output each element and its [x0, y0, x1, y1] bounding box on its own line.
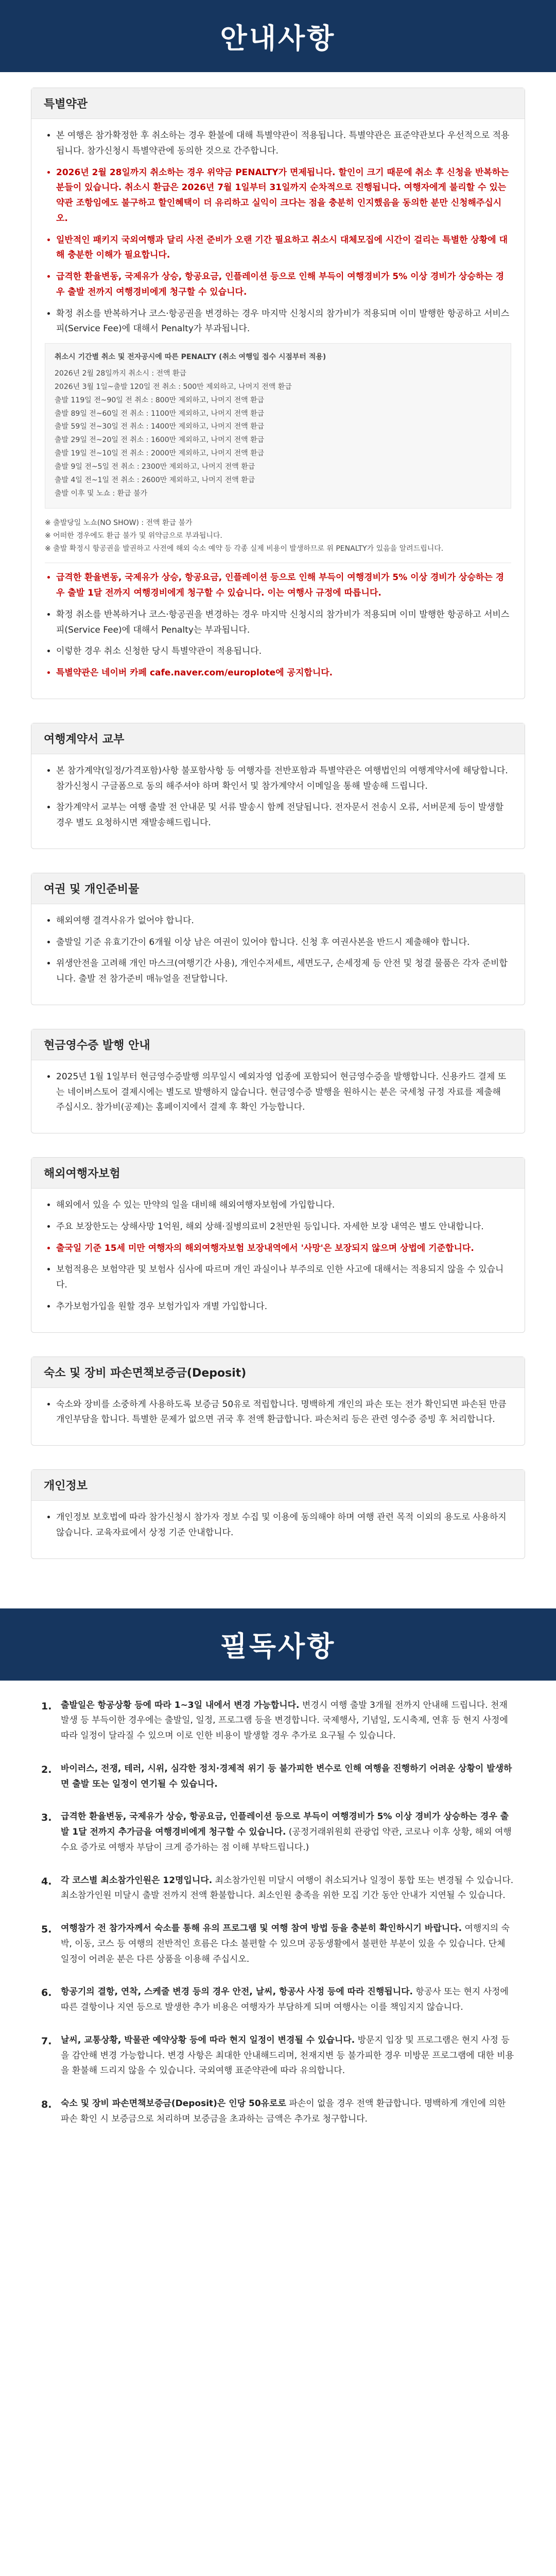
list-item: • 본 참가계약(일정/가격포함)사항 불포함사항 등 여행자를 전반포함과 특별약관은 여행법인의 여행계약서에 해당합니다. 참가신청시 구글폼으로 동의 해주셔야 하며 확인서 및 참가계약서 이메일을 통해 발송해 드립니다. — [56, 764, 511, 794]
list-item: • 보험적용은 보험약관 및 보험사 심사에 따르며 개인 과실이나 부주의로 인한 사고에 대해서는 적용되지 않을 수 있습니다. — [56, 1262, 511, 1293]
passport-title: 여권 및 개인준비물 — [31, 873, 525, 904]
notice-title: 안내사항 — [220, 22, 336, 55]
penalty-note: ※ 출발 확정시 항공권을 발권하고 사전에 해외 숙소 예약 등 각종 실제 비용이 발생하므로 위 PENALTY가 있음을 알려드립니다. — [45, 545, 444, 553]
list-item: • 일반적인 패키지 국외여행과 달리 사전 준비가 오랜 기간 필요하고 취소시 대체모집에 시간이 걸리는 특별한 상황에 대해 충분한 이해가 필요합니다. — [56, 233, 511, 264]
penalty-row: 2026년 2월 28일까지 취소시 : 전액 환급 — [55, 369, 187, 378]
penalty-row: 2026년 3월 1일~출발 120일 전 취소 : 500만 제외하고, 나머지 전액 환급 — [55, 382, 292, 391]
special-terms-list — [45, 128, 511, 337]
precaution-lead: 바이러스, 전쟁, 테러, 시위, 심각한 정치·경제적 위기 등 불가피한 변수로 인해 여행을 진행하기 어려운 상황이 발생하면 출발 또는 일정이 연기될 수 있습니다. — [61, 1763, 512, 1789]
list-item: • 위생안전을 고려해 개인 마스크(여행기간 사용), 개인수저세트, 세면도구, 손세정제 등 안전 및 청결 물품은 각자 준비합니다. 출발 전 참가준비 매뉴얼을 전달합니다. — [56, 956, 511, 987]
precaution-text: 방문지 입장 및 프로그램은 현지 사정 등을 감안해 변경 가능합니다. 변경 사항은 최대한 안내해드리며, 천재지변 등 불가피한 경우 미방문 프로그램에 대한 비용을 환불해 드리지 않을 수 있습니다. 국외여행 표준약관에 따라 유의합니다. — [61, 2035, 514, 2076]
precaution-number: 2. — [41, 1764, 52, 1775]
privacy-card — [31, 1469, 525, 1559]
penalty-row: 출발 19일 전~10일 전 취소 : 2000만 제외하고, 나머지 전액 환급 — [55, 449, 265, 458]
overseas-insurance-card — [31, 1157, 525, 1333]
list-item: • 해외에서 있을 수 있는 만약의 일을 대비해 해외여행자보험에 가입합니다. — [56, 1198, 511, 1213]
penalty-note: ※ 출발당일 노쇼(NO SHOW) : 전액 환급 불가 — [45, 518, 193, 527]
deposit-card — [31, 1357, 525, 1446]
list-item: • 숙소와 장비를 소중하게 사용하도록 보증금 50유로 적립합니다. 명백하게 개인의 파손 또는 전가 확인되면 파손된 만큼 개인부담을 합니다. 특별한 문제가 없으면 귀국 후 전액 환급합니다. 파손처리 등은 관련 영수증 증빙 후 처리합니다. — [56, 1397, 511, 1428]
precaution-text: 최소참가인원 미달시 여행이 취소되거나 일정이 통합 또는 변경될 수 있습니다. 최소참가인원 미달시 출발 전까지 전액 환불합니다. 최소인원 충족을 위한 모집 기간 동안 안내가 지연될 수 있습니다. — [61, 1875, 514, 1901]
precaution-number: 5. — [41, 1924, 52, 1936]
precaution-item — [41, 1809, 515, 1855]
list-item: • 특별약관은 네이버 카페 cafe.naver.com/europlote에 공지합니다. — [56, 666, 511, 681]
precaution-lead: 출발일은 항공상황 등에 따라 1~3일 내에서 변경 가능합니다. — [61, 1700, 300, 1710]
special-terms-title: 특별약관 — [31, 88, 525, 119]
list-item: • 2025년 1월 1일부터 현금영수증발행 의무일시 예외자영 업종에 포함되어 현금영수증을 발행합니다. 신용카드 결제 또는 네이버스토어 결제시에는 별도로 발행하지 않습니다. 현금영수증 발행을 원하시는 분은 국세청 규정 자료를 제출해 주십시오. 참가비(공제)는 홈페이지에서 결제 후 확인 가능합니다. — [56, 1070, 511, 1115]
precaution-text: 파손이 없을 경우 전액 환급합니다. 명백하게 개인에 의한 파손 확인 시 보증금으로 처리하며 보증금을 초과하는 금액은 추가로 청구합니다. — [61, 2098, 506, 2124]
precaution-item — [41, 1873, 515, 1904]
precaution-item — [41, 2096, 515, 2127]
penalty-table-title: 취소시 기간별 취소 및 전자공시에 따른 PENALTY (취소 여행일 접수 시점부터 적용) — [55, 353, 326, 361]
precaution-item — [41, 1698, 515, 1744]
list-item: • 급격한 환율변동, 국제유가 상승, 항공요금, 인플레이션 등으로 인해 부득이 여행경비가 5% 이상 경비가 상승하는 경우 출발 1달 전까지 여행경비에게 청구할 수 있습니다. 이는 여행사 규정에 따릅니다. — [56, 570, 511, 601]
receipt-card — [31, 1029, 525, 1133]
precaution-number: 4. — [41, 1875, 52, 1887]
precaution-lead: 날씨, 교통상황, 박물관 예약상황 등에 따라 현지 일정이 변경될 수 있습니다. — [61, 2035, 355, 2045]
penalty-row: 출발 9일 전~5일 전 취소 : 2300만 제외하고, 나머지 전액 환급 — [55, 463, 255, 471]
list-item: • 참가계약서 교부는 여행 출발 전 안내문 및 서류 발송시 함께 전달됩니다. 전자문서 전송시 오류, 서버문제 등이 발생할 경우 별도 요청하시면 재발송해드립니다. — [56, 800, 511, 831]
precaution-lead: 급격한 환율변동, 국제유가 상승, 항공요금, 인플레이션 등으로 부득이 여행경비가 5% 이상 경비가 상승하는 경우 출발 1달 전까지 추가금을 여행경비에게 청구할 수 있습니다. — [61, 1811, 509, 1838]
precautions-title: 필독사항 — [220, 1630, 336, 1663]
precaution-item — [41, 1985, 515, 2015]
special-terms-list-2 — [45, 570, 511, 681]
special-terms-card — [31, 88, 525, 699]
precaution-item — [41, 2033, 515, 2079]
list-item: • 확정 취소를 반복하거나 코스·항공권을 변경하는 경우 마지막 신청시의 참가비가 적용되며 이미 발행한 항공하고 서비스피(Service Fee)에 대해서 Penalty가 부과됩니다. — [56, 307, 511, 337]
penalty-notes — [45, 517, 511, 556]
precautions-banner — [0, 1608, 556, 1681]
list-item: • 2026년 2월 28일까지 취소하는 경우 위약금 PENALTY가 면제됩니다. 할인이 크기 때문에 취소 후 신청을 반복하는 분들이 있습니다. 취소시 환급은 2026년 7월 1일부터 31일까지 순차적으로 진행됩니다. 여행자에게 불리할 수 있는 약관 조항임에도 불구하고 할인혜택이 더 유리하고 실익이 크다는 점을 충분히 인지했음을 동의한 분만 신청해주십시오. — [56, 165, 511, 227]
contract-title: 여행계약서 교부 — [31, 723, 525, 754]
notice-banner — [0, 0, 556, 72]
precaution-number: 1. — [41, 1700, 52, 1712]
precaution-text: 변경시 여행 출발 3개월 전까지 안내해 드립니다. 천재 발생 등 부득이한 경우에는 출발일, 일정, 프로그램 등을 변경합니다. 국제행사, 기념일, 도시축제, 연휴 등 현지 사정에 따라 일정이 달라질 수 있으며 이로 인한 비용이 발생할 경우 추가로 요구될 수 있습니다. — [61, 1700, 508, 1741]
precaution-lead: 항공기의 결항, 연착, 스케줄 변경 등의 경우 안전, 날씨, 항공사 사정 등에 따라 진행됩니다. — [61, 1987, 413, 1997]
penalty-row: 출발 59일 전~30일 전 취소 : 1400만 제외하고, 나머지 전액 환급 — [55, 422, 265, 431]
precaution-number: 8. — [41, 2099, 52, 2111]
list-item: • 주요 보장한도는 상해사망 1억원, 해외 상해·질병의료비 2천만원 등입니다. 자세한 보장 내역은 별도 안내합니다. — [56, 1219, 511, 1235]
precaution-item — [41, 1921, 515, 1967]
precaution-text: (공정거래위원회 관광업 약관, 코로나 이후 상황, 해외 여행 수요 증가로 여행자 부담이 크게 증가하는 점 이해 부탁드립니다.) — [61, 1827, 512, 1853]
deposit-title: 숙소 및 장비 파손면책보증금(Deposit) — [31, 1357, 525, 1388]
list-item: • 이렇한 경우 취소 신청한 당시 특별약관이 적용됩니다. — [56, 644, 511, 659]
notice-body — [0, 72, 556, 1603]
precaution-number: 6. — [41, 1987, 52, 1999]
privacy-title: 개인정보 — [31, 1470, 525, 1501]
list-item: • 출발일 기준 유효기간이 6개월 이상 남은 여권이 있어야 합니다. 신청 후 여권사본을 반드시 제출해야 합니다. — [56, 935, 511, 951]
list-item: • 급격한 환율변동, 국제유가 상승, 항공요금, 인플레이션 등으로 인해 부득이 여행경비가 5% 이상 경비가 상승하는 경우 출발 전까지 여행경비에게 청구할 수 있습니다. — [56, 269, 511, 300]
precaution-lead: 여행참가 전 참가자께서 숙소를 통해 유의 프로그램 및 여행 참여 방법 등을 충분히 확인하시기 바랍니다. — [61, 1923, 462, 1934]
penalty-table — [45, 343, 511, 509]
precaution-item — [41, 1761, 515, 1792]
precaution-number: 3. — [41, 1812, 52, 1824]
overseas-insurance-title: 해외여행자보험 — [31, 1158, 525, 1189]
passport-card — [31, 873, 525, 1005]
precaution-lead: 각 코스별 최소참가인원은 12명입니다. — [61, 1875, 213, 1886]
penalty-row: 출발 119일 전~90일 전 취소 : 800만 제외하고, 나머지 전액 환급 — [55, 396, 265, 404]
list-item: • 본 여행은 참가확정한 후 취소하는 경우 환불에 대해 특별약관이 적용됩니다. 특별약관은 표준약관보다 우선적으로 적용됩니다. 참가신청시 특별약관에 동의한 것으로 간주합니다. — [56, 128, 511, 159]
list-item: • 출국일 기준 15세 미만 여행자의 해외여행자보험 보장내역에서 '사망'은 보장되지 않으며 상법에 기준합니다. — [56, 1241, 511, 1257]
precaution-text: 항공사 또는 현지 사정에 따른 결항이나 지연 등으로 발생한 추가 비용은 여행자가 부담하게 되며 여행사는 이를 책임지지 않습니다. — [61, 1987, 509, 2013]
penalty-row: 출발 89일 전~60일 전 취소 : 1100만 제외하고, 나머지 전액 환급 — [55, 409, 265, 418]
list-item: • 추가보험가입을 원할 경우 보험가입자 개별 가입합니다. — [56, 1299, 511, 1315]
penalty-note: ※ 어떠한 경우에도 환급 불가 및 위약금으로 부과됩니다. — [45, 531, 222, 540]
precaution-number: 7. — [41, 2035, 52, 2047]
receipt-title: 현금영수증 발행 안내 — [31, 1029, 525, 1060]
penalty-row: 출발 이후 및 노쇼 : 환급 불가 — [55, 489, 148, 498]
contract-card — [31, 723, 525, 849]
precaution-text: 여행지의 숙박, 이동, 코스 등 여행의 전반적인 흐름은 다소 불편할 수 있으며 공동생활에서 불편한 부분이 있을 수 있습니다. 단체 일정이 어려운 분은 다른 상품을 이용해 주십시오. — [61, 1923, 510, 1964]
list-item: • 개인정보 보호법에 따라 참가신청시 참가자 정보 수집 및 이용에 동의해야 하며 여행 관련 목적 이외의 용도로 사용하지 않습니다. 교육자료에서 상정 기준 안내합니다. — [56, 1510, 511, 1541]
penalty-row: 출발 4일 전~1일 전 취소 : 2600만 제외하고, 나머지 전액 환급 — [55, 476, 255, 485]
list-item: • 확정 취소를 반복하거나 코스·항공권을 변경하는 경우 마지막 신청시의 참가비가 적용되며 이미 발행한 항공하고 서비스피(Service Fee)에 대해서 Penalty는 부과됩니다. — [56, 607, 511, 638]
list-item: • 해외여행 결격사유가 없어야 합니다. — [56, 913, 511, 929]
precautions-body — [0, 1681, 556, 2165]
penalty-row: 출발 29일 전~20일 전 취소 : 1600만 제외하고, 나머지 전액 환급 — [55, 436, 265, 445]
precaution-lead: 숙소 및 장비 파손면책보증금(Deposit)은 인당 50유로로 — [61, 2098, 286, 2109]
